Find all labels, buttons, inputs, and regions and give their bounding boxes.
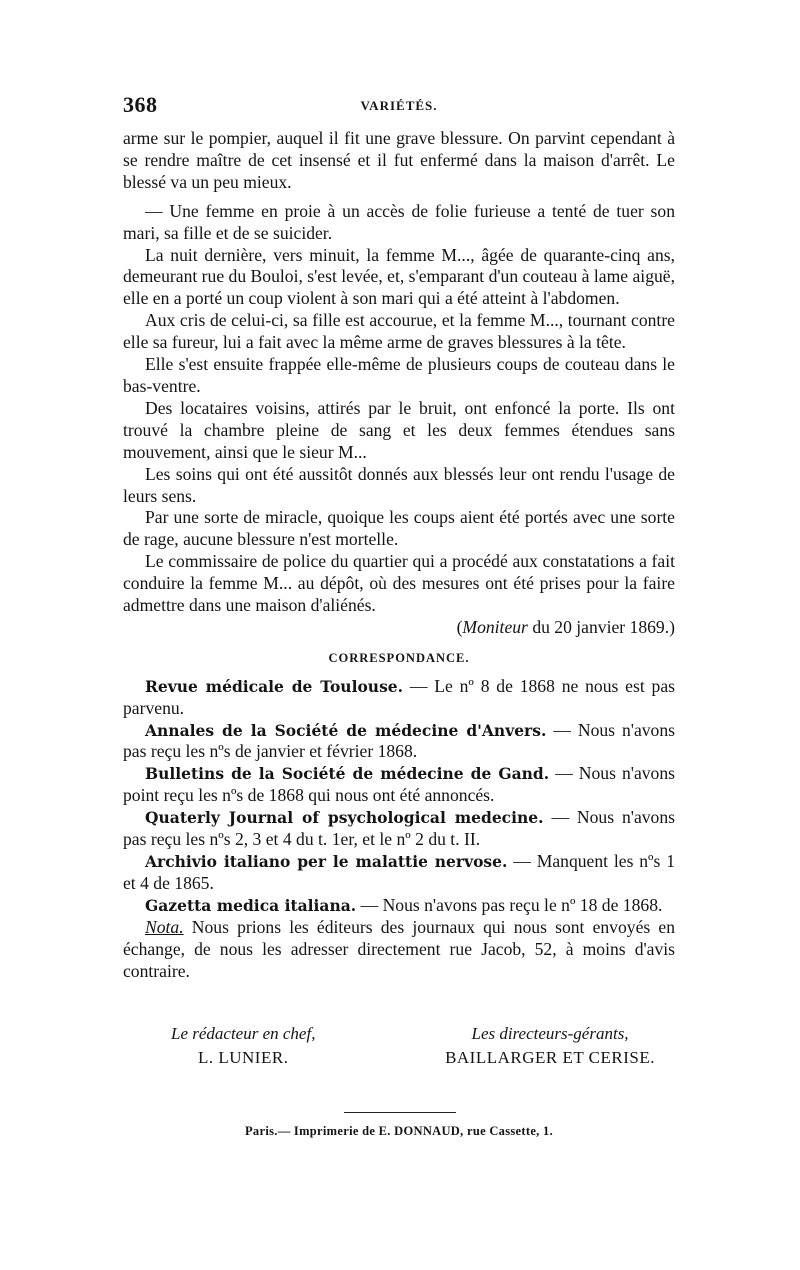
paragraph: La nuit dernière, vers minuit, la femme M..., âgée de quarante-cinq ans, demeurant rue du Bouloi, s'est levée, et, s'emparant d'un couteau à lame aiguë, elle en a porté un coup violent à son mari qui a été atteint à l'abdomen. — [123, 244, 675, 309]
entry-text: — Nous n'avons pas reçu le nº 18 de 1868. — [356, 894, 663, 915]
paragraph: Aux cris de celui-ci, sa fille est accourue, et la femme M..., tournant contre elle sa fureur, lui a fait avec la même arme de graves blessures à la tête. — [123, 310, 675, 353]
journal-name: Quaterly Journal of psychological medecine. — [145, 808, 544, 828]
entry-text: — Nous n'avons pas reçu les nºs 2, 3 et 4 du t. 1er, et le nº 2 du t. II. — [123, 807, 675, 850]
managers-signature — [445, 1022, 655, 1070]
citation: (Moniteur du 20 janvier 1869.) — [456, 616, 675, 637]
editor-title: Le rédacteur en chef, — [171, 1024, 316, 1043]
entry-text: — Manquent les nºs 1 et 4 de 1865. — [123, 851, 675, 893]
page-number: 368 — [123, 92, 158, 117]
correspondence-entry — [123, 720, 675, 764]
page-body — [123, 128, 675, 982]
journal-name: Annales de la Société de médecine d'Anvers. — [145, 720, 547, 740]
managers-title: Les directeurs-gérants, — [471, 1024, 629, 1043]
running-title: VARIÉTÉS. — [360, 98, 438, 113]
correspondence-entry — [123, 851, 675, 895]
editor-name: L. LUNIER. — [197, 1048, 289, 1067]
citation-source: Moniteur — [462, 616, 528, 637]
nota-paragraph — [123, 917, 675, 983]
correspondence-entry — [123, 807, 675, 851]
managers-names: BAILLARGER ET CERISE. — [445, 1048, 655, 1067]
nota-label: Nota. — [145, 916, 184, 937]
footer-rule — [344, 1112, 456, 1113]
citation-date: du 20 janvier 1869.) — [532, 616, 675, 637]
page-header — [123, 92, 675, 118]
journal-name: Revue médicale de Toulouse. — [145, 676, 404, 696]
correspondence-entry — [123, 763, 675, 807]
correspondence-entry — [123, 676, 675, 720]
entry-text: — Nous n'avons pas reçu les nºs de janvier et février 1868. — [123, 719, 675, 762]
entry-text: — Le nº 8 de 1868 ne nous est pas parvenu. — [123, 675, 675, 718]
paragraph: Des locataires voisins, attirés par le bruit, ont enfoncé la porte. Ils ont trouvé la chambre pleine de sang et les deux femmes étendues sans mouvement, ainsi que le sieur M... — [123, 397, 675, 462]
paragraph-news-item: — Une femme en proie à un accès de folie furieuse a tenté de tuer son mari, sa fille et de se suicider. — [123, 200, 675, 243]
paragraph: Par une sorte de miracle, quoique les coups aient été portés avec une sorte de rage, aucune blessure n'est mortelle. — [123, 507, 675, 550]
paragraph: Le commissaire de police du quartier qui a procédé aux constatations a fait conduire la femme M... au dépôt, où des mesures ont été prises pour la faire admettre dans une maison d'aliénés. — [123, 551, 675, 616]
paragraph: Elle s'est ensuite frappée elle-même de plusieurs coups de couteau dans le bas-ventre. — [123, 354, 675, 396]
editor-signature — [171, 1022, 315, 1070]
section-title: CORRESPONDANCE. — [328, 650, 470, 665]
journal-name: Bulletins de la Société de médecine de Gand. — [145, 764, 550, 784]
journal-name: Archivio italiano per le malattie nervose. — [145, 852, 508, 871]
printer-imprint: Paris.— Imprimerie de E. DONNAUD, rue Cassette, 1. — [245, 1124, 553, 1138]
correspondence-entry — [123, 895, 675, 917]
journal-name: Gazetta medica italiana. — [145, 895, 357, 915]
paragraph: Les soins qui ont été aussitôt donnés aux blessés leur ont rendu l'usage de leurs sens. — [123, 463, 675, 506]
entry-text: — Nous n'avons point reçu les nºs de 1868 qui nous ont été annoncés. — [123, 763, 675, 806]
nota-text: Nous prions les éditeurs des journaux qui nous sont envoyés en échange, de nous les adresser directement rue Jacob, 52, à moins d'avis contraire. — [123, 916, 675, 981]
paragraph-continuation: arme sur le pompier, auquel il fit une grave blessure. On parvint cependant à se rendre maître de cet insensé et il fut enfermé dans la maison d'arrêt. Le blessé va un peu mieux. — [123, 128, 675, 192]
signature-block — [123, 1022, 675, 1072]
